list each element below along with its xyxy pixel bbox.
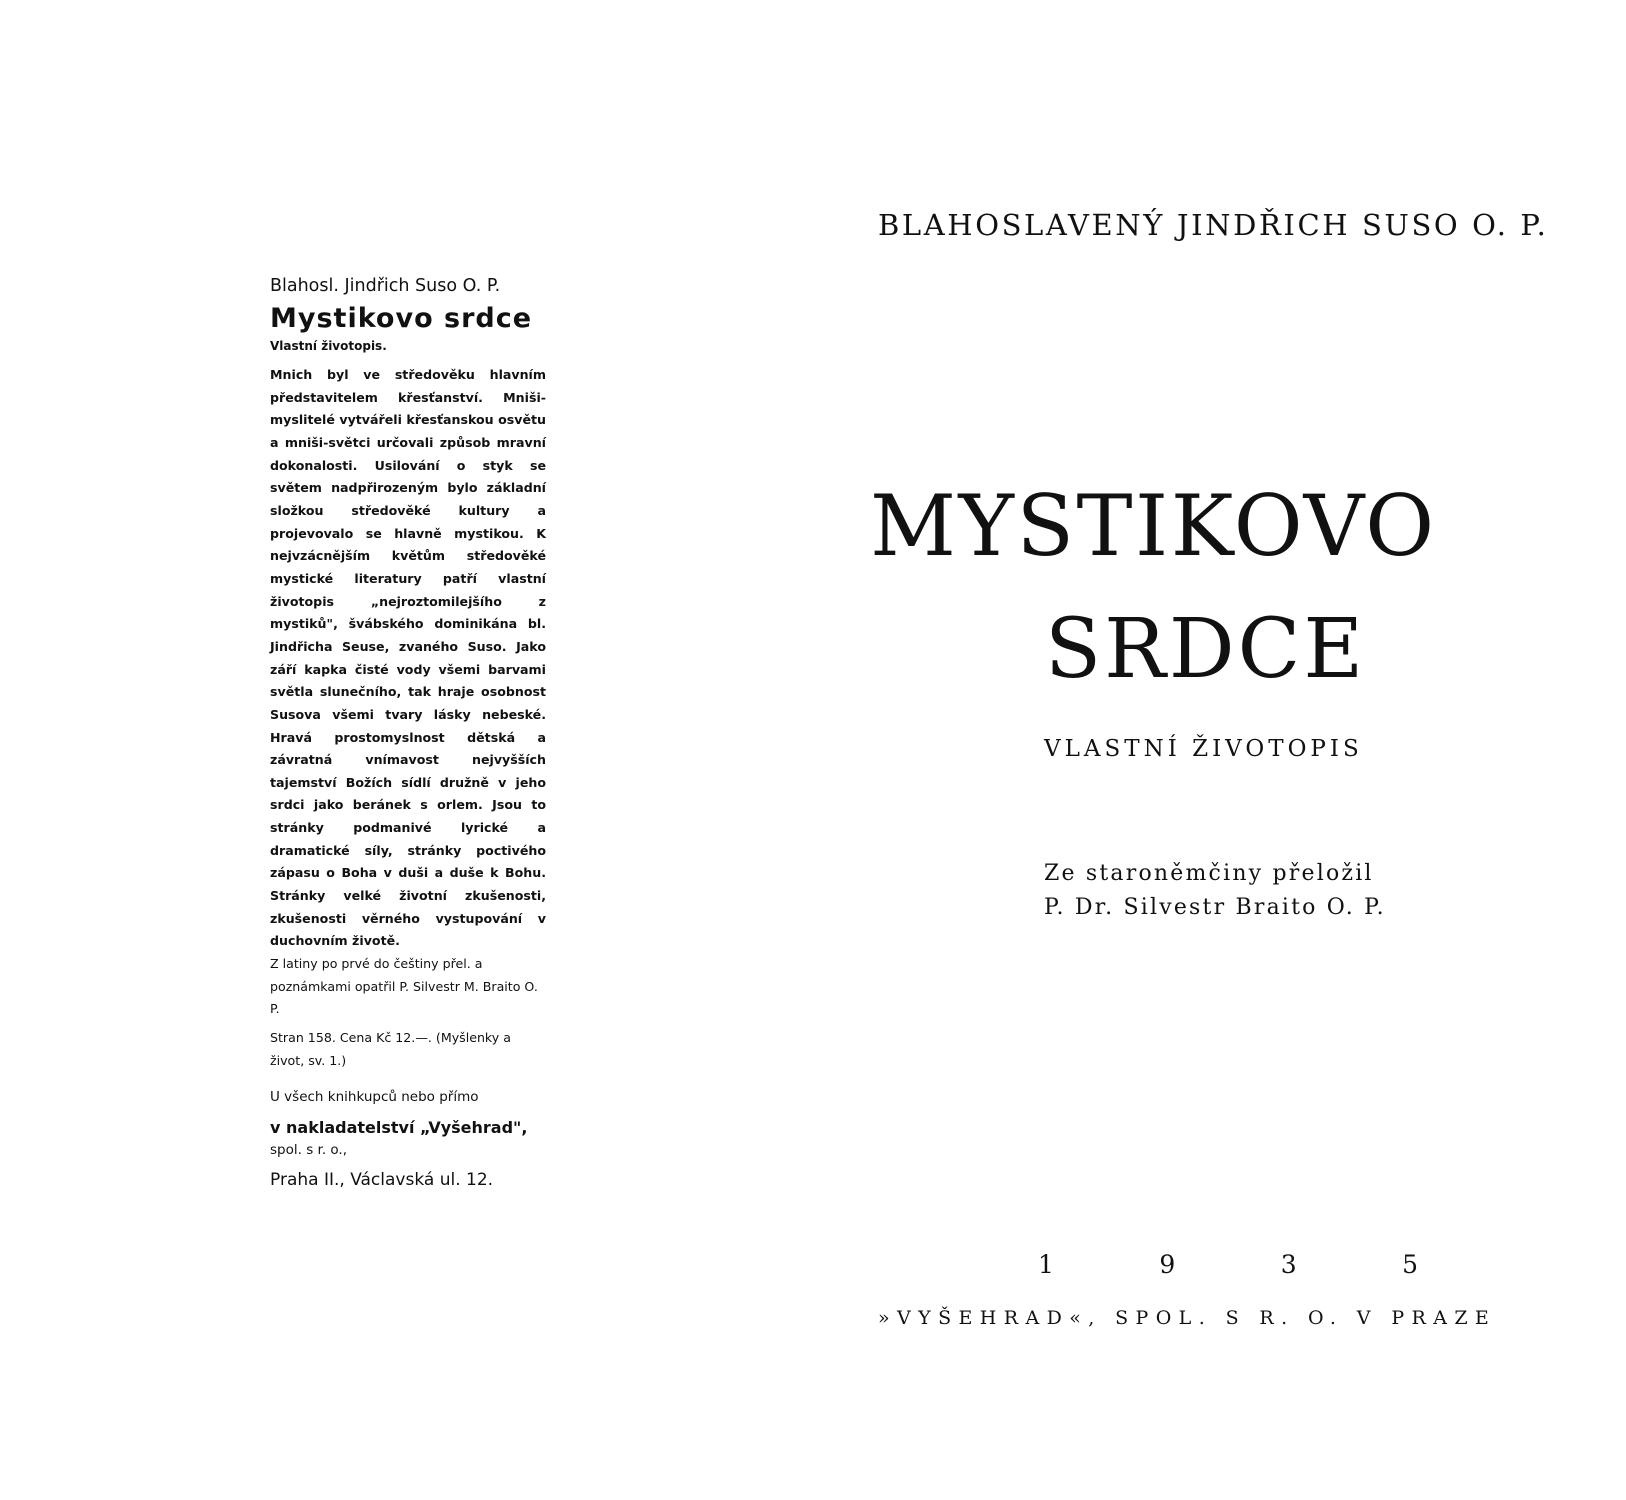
year-digit: 3 xyxy=(1280,1250,1297,1279)
ad-author: Blahosl. Jindřich Suso O. P. xyxy=(270,276,501,296)
year-digit: 9 xyxy=(1159,1250,1176,1279)
year-digit: 1 xyxy=(1038,1250,1054,1279)
ad-availability: U všech knihkupců nebo přímo xyxy=(270,1089,479,1106)
ad-description: Mnich byl ve středověku hlavním představitelem křesťanství. Mniši-myslitelé vytvářeli křesťanskou osvětu a mniši-světci určovali způsob mravní dokonalosti. Usilování o styk se světem nadpřirozeným bylo základní složkou středověké kultury a projevovalo se hlavně mystikou. K nejvzácnějším květům středověké mystické literatury patří vlastní životopis „nejroztomilejšího z mystiků", švábského dominikána bl. Jindřicha Seuse, zvaného Suso. Jako září kapka čisté vody všemi barvami světla slunečního, tak hraje osobnost Susova všemi tvary lásky nebeské. Hravá prostomyslnost dětská a závratná vnímavost nejvyšších tajemství Božích sídlí družně v jeho srdci jako beránek s orlem. Jsou to stránky podmanivé lyrické a dramatické síly, stránky poctivého zápasu o Boha v duši a duše k Bohu. Stránky velké životní zkušenosti, zkušenosti věrného vystupování v duchovním životě. xyxy=(270,367,546,949)
translator-line1: Ze staroněmčiny přeložil xyxy=(1044,861,1374,886)
title-page-title-line2: SRDCE xyxy=(1045,602,1367,697)
ad-pages-price: Stran 158. Cena Kč 12.—. (Myšlenky a život, sv. 1.) xyxy=(270,1030,511,1068)
translator-line2: P. Dr. Silvestr Braito O. P. xyxy=(1044,895,1386,920)
advertisement-column xyxy=(270,275,546,1192)
title-page-subtitle: VLASTNÍ ŽIVOTOPIS xyxy=(1044,736,1363,762)
title-page-translator xyxy=(1044,857,1504,925)
title-page-title-line1: MYSTIKOVO xyxy=(870,477,1437,575)
ad-publisher: v nakladatelství „Vyšehrad", xyxy=(270,1118,528,1138)
title-page-year xyxy=(1038,1245,1418,1285)
title-page-author: BLAHOSLAVENÝ JINDŘICH SUSO O. P. xyxy=(878,208,1549,242)
ad-company: spol. s r. o., xyxy=(270,1142,348,1159)
ad-translator-note: Z latiny po prvé do češtiny přel. a poznámkami opatřil P. Silvestr M. Braito O. P. xyxy=(270,956,538,1017)
ad-title: Mystikovo srdce xyxy=(270,303,533,334)
ad-subtitle: Vlastní životopis. xyxy=(270,339,387,353)
year-digit: 5 xyxy=(1402,1250,1418,1279)
ad-address: Praha II., Václavská ul. 12. xyxy=(270,1170,494,1191)
title-page-publisher: »VYŠEHRAD«, SPOL. S R. O. V PRAZE xyxy=(878,1307,1497,1329)
